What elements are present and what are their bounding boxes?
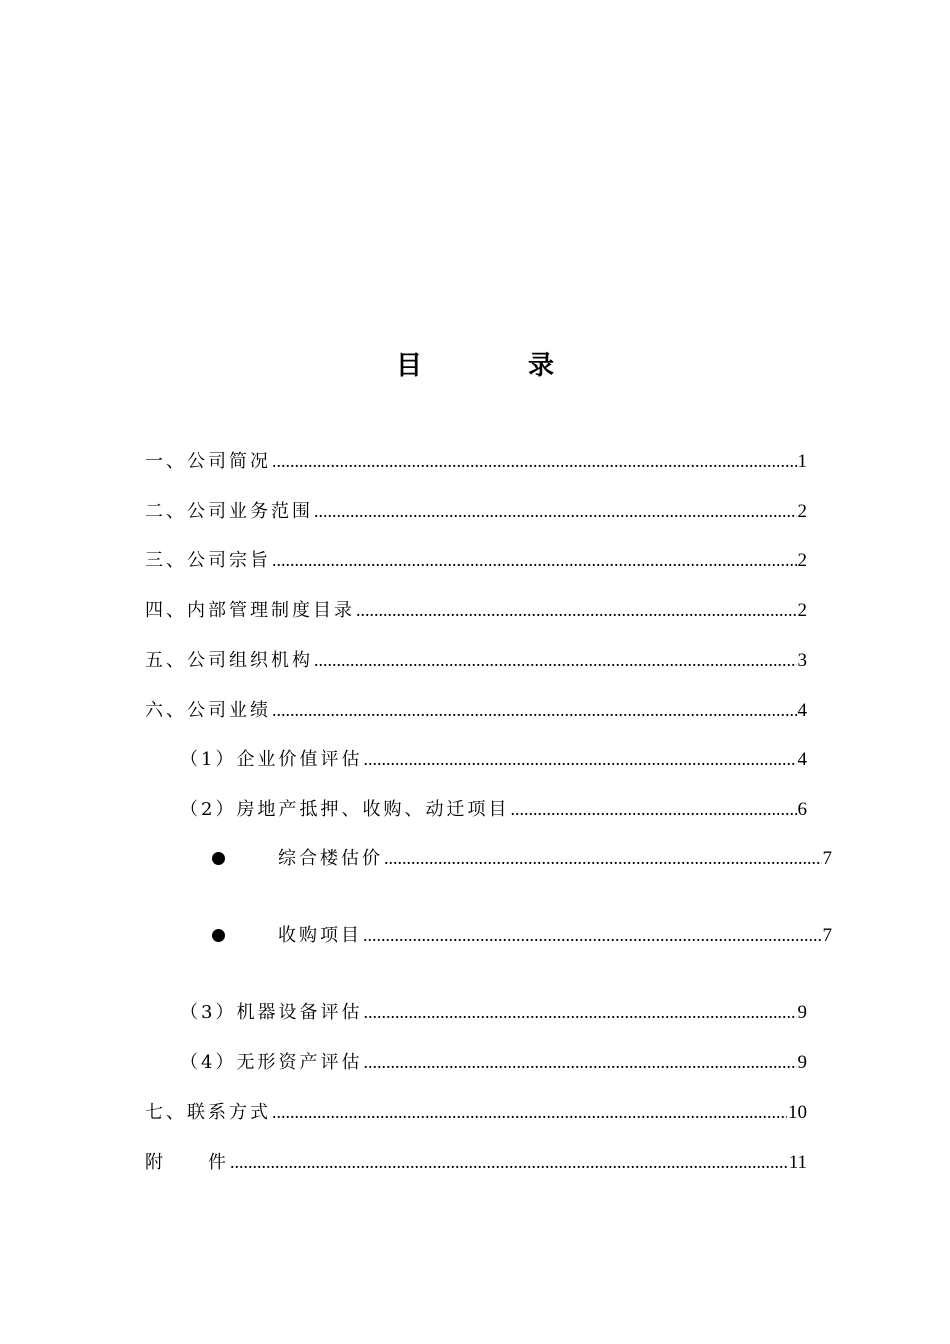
bullet-icon — [212, 852, 225, 865]
toc-leader — [314, 498, 797, 524]
toc-leader — [230, 1149, 788, 1175]
bullet-icon — [212, 929, 225, 942]
toc-entry-label: 附 件 — [145, 1152, 229, 1173]
toc-page-number: 3 — [797, 650, 807, 671]
toc-leader — [272, 547, 797, 573]
toc-leader — [314, 647, 797, 673]
toc-entry[interactable] — [180, 796, 807, 822]
toc-entry[interactable] — [180, 746, 807, 772]
toc-page-number: 2 — [797, 600, 807, 621]
toc-leader — [272, 1099, 787, 1125]
toc-entry-label: 三、公司宗旨 — [145, 550, 271, 571]
toc-entry[interactable] — [278, 845, 832, 871]
toc-entry[interactable] — [180, 1049, 807, 1075]
toc-entry-label: 四、内部管理制度目录 — [145, 600, 355, 621]
toc-entry-label: （1）企业价值评估 — [180, 749, 363, 770]
toc-entry-label: 收购项目 — [278, 925, 362, 946]
toc-entry[interactable] — [145, 647, 807, 673]
toc-entry[interactable] — [180, 999, 807, 1025]
toc-page-number: 1 — [797, 451, 807, 472]
toc-entry[interactable] — [145, 498, 807, 524]
toc-leader — [356, 597, 797, 623]
toc-entry-label: （3）机器设备评估 — [180, 1002, 363, 1023]
toc-entry[interactable] — [145, 1149, 807, 1175]
toc-leader — [363, 746, 796, 772]
toc-entry-label: （4）无形资产评估 — [180, 1052, 363, 1073]
toc-leader — [363, 922, 822, 948]
toc-entry-label: 七、联系方式 — [145, 1102, 271, 1123]
toc-leader — [510, 796, 796, 822]
page-title: 目 录 — [395, 351, 594, 381]
toc-entry[interactable] — [145, 448, 807, 474]
toc-leader — [272, 697, 797, 723]
toc-entry[interactable] — [145, 1099, 807, 1125]
toc-page-number: 9 — [797, 1002, 807, 1023]
toc-leader — [384, 845, 822, 871]
toc-entry-label: 五、公司组织机构 — [145, 650, 313, 671]
toc-page-number: 2 — [797, 501, 807, 522]
toc-entry[interactable] — [145, 597, 807, 623]
toc-entry-label: 一、公司简况 — [145, 451, 271, 472]
toc-page-number: 2 — [797, 550, 807, 571]
toc-page-number: 11 — [788, 1152, 807, 1173]
toc-entry-label: （2）房地产抵押、收购、动迁项目 — [180, 799, 510, 820]
toc-page-number: 4 — [797, 749, 807, 770]
toc-entry-label: 二、公司业务范围 — [145, 501, 313, 522]
toc-page-number: 4 — [797, 700, 807, 721]
toc-page-number: 9 — [797, 1052, 807, 1073]
toc-page-number: 7 — [822, 925, 832, 946]
toc-page-number: 6 — [797, 799, 807, 820]
toc-entry[interactable] — [145, 547, 807, 573]
toc-leader — [272, 448, 797, 474]
toc-leader — [363, 999, 796, 1025]
toc-entry-label: 综合楼估价 — [278, 848, 383, 869]
toc-page-number: 7 — [822, 848, 832, 869]
toc-leader — [363, 1049, 796, 1075]
toc-entry[interactable] — [278, 922, 832, 948]
toc-entry-label: 六、公司业绩 — [145, 700, 271, 721]
toc-entry[interactable] — [145, 697, 807, 723]
toc-page-number: 10 — [788, 1102, 807, 1123]
